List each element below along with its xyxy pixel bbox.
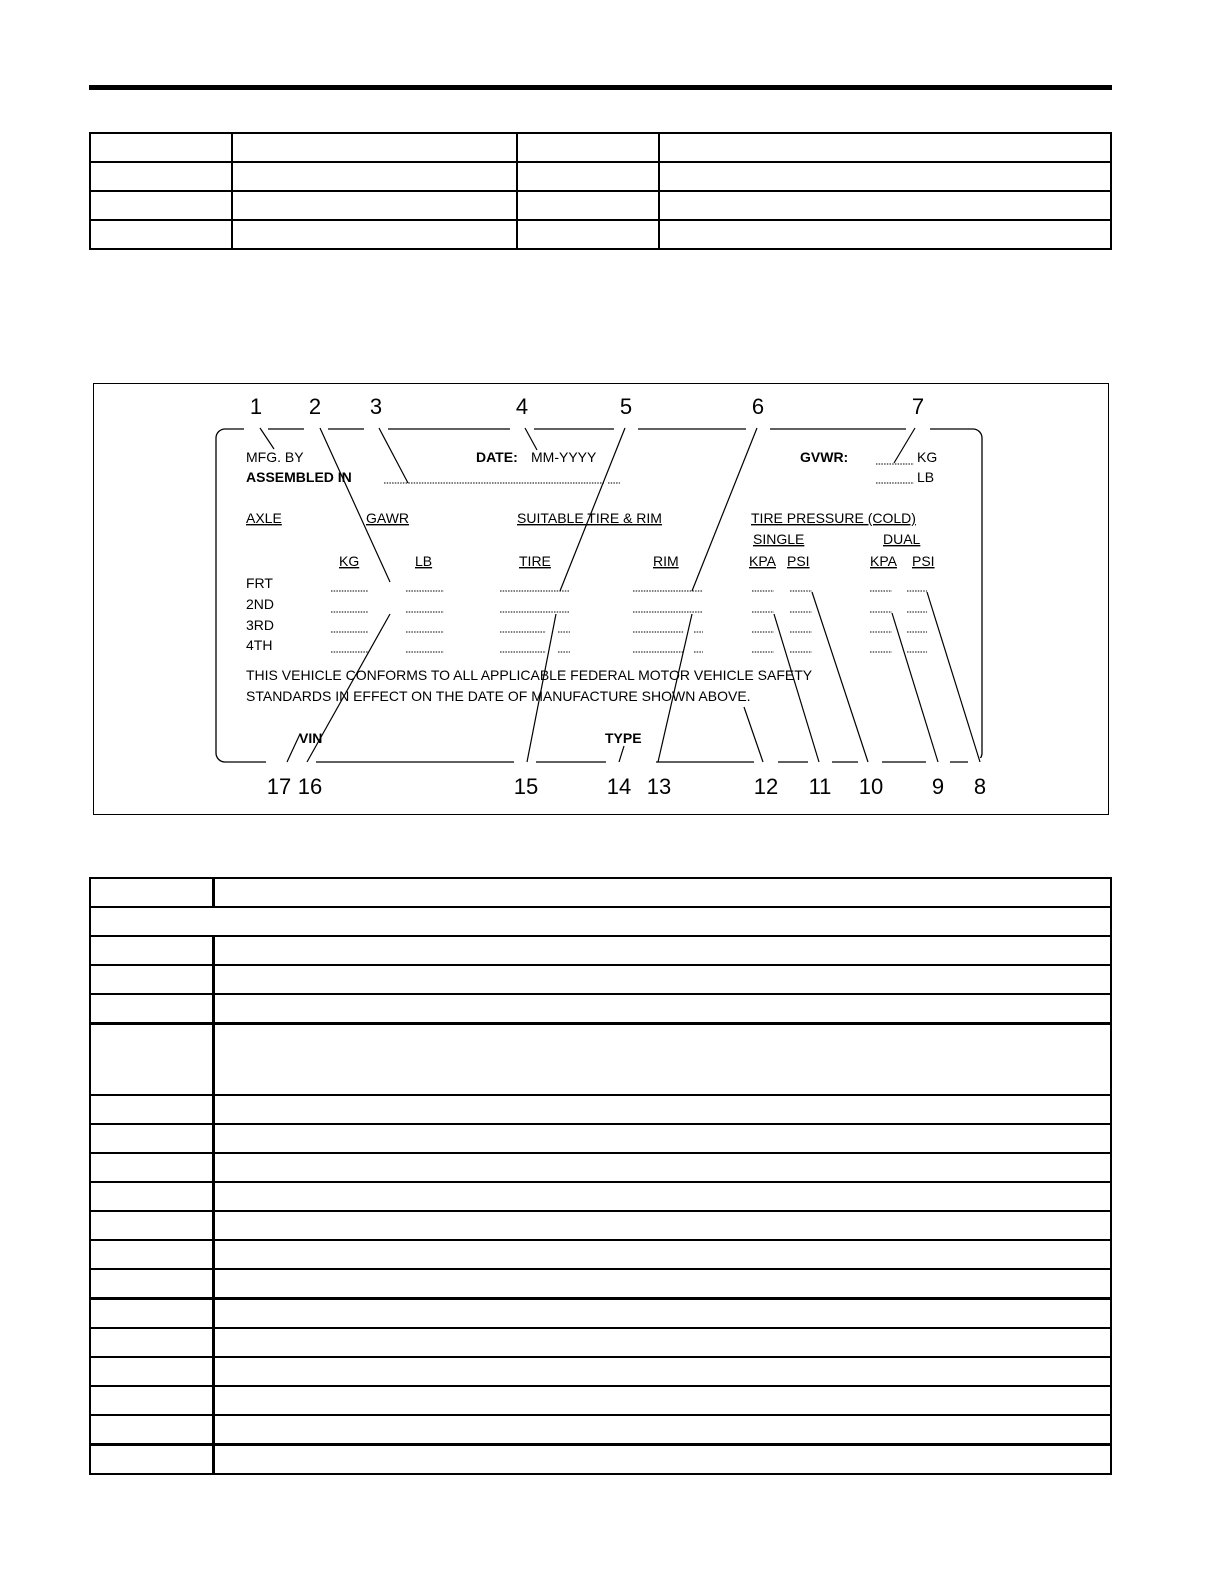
table-row (90, 994, 1111, 1024)
conformance-line-2: STANDARDS IN EFFECT ON THE DATE OF MANUFACTURE SHOWN ABOVE. (246, 688, 751, 704)
date-value: MM-YYYY (531, 449, 597, 465)
callout-9: 9 (931, 774, 945, 799)
row-frt: FRT (246, 575, 273, 591)
callout-16: 16 (297, 774, 323, 799)
conformance-line-1: THIS VEHICLE CONFORMS TO ALL APPLICABLE FEDERAL MOTOR VEHICLE SAFETY (246, 667, 813, 683)
table-row (90, 1269, 1111, 1299)
table-row (90, 191, 1111, 220)
callout-2: 2 (308, 394, 322, 419)
top-table (89, 132, 1112, 250)
callout-1: 1 (249, 394, 263, 419)
table-row (90, 1445, 1111, 1475)
callout-5: 5 (619, 394, 633, 419)
callout-15: 15 (513, 774, 539, 799)
mfg-by-text: MFG. BY (246, 449, 304, 465)
assembled-in-text: ASSEMBLED IN (246, 469, 352, 485)
table-row (90, 162, 1111, 191)
table-row (90, 1024, 1111, 1096)
callout-10: 10 (858, 774, 884, 799)
table-row (90, 1211, 1111, 1240)
row-4th: 4TH (246, 637, 273, 653)
callout-6: 6 (751, 394, 765, 419)
table-row (90, 1240, 1111, 1269)
table-row (90, 133, 1111, 162)
header-rule (89, 85, 1112, 90)
table-row (90, 936, 1111, 965)
gvwr-kg: KG (917, 449, 938, 465)
col-kg: KG (339, 553, 360, 569)
callout-7: 7 (911, 394, 925, 419)
table-row (90, 878, 1111, 907)
gvwr-lb: LB (917, 469, 935, 485)
dual-heading: DUAL (883, 531, 921, 547)
tire-pressure-heading: TIRE PRESSURE (COLD) (751, 510, 916, 526)
col-lb: LB (415, 553, 433, 569)
vin-label: VIN (299, 730, 323, 746)
axle-heading: AXLE (246, 510, 282, 526)
callout-17: 17 (266, 774, 292, 799)
callout-4: 4 (515, 394, 529, 419)
table-row (90, 1386, 1111, 1415)
callout-legend-table (89, 877, 1112, 1475)
callout-14: 14 (606, 774, 632, 799)
type-label: TYPE (605, 730, 642, 746)
row-2nd: 2ND (246, 596, 275, 612)
col-tire: TIRE (519, 553, 551, 569)
table-row (90, 1182, 1111, 1211)
table-row (90, 1328, 1111, 1357)
callout-11: 11 (808, 774, 832, 799)
table-row (90, 965, 1111, 994)
table-row (90, 220, 1111, 249)
table-row (90, 1095, 1111, 1124)
label-diagram (94, 384, 1110, 816)
gvwr-label: GVWR: (800, 449, 849, 465)
callout-3: 3 (369, 394, 383, 419)
table-row (90, 1299, 1111, 1329)
date-label: DATE: (476, 449, 518, 465)
col-kpa-single: KPA (749, 553, 776, 569)
leader-lines (260, 428, 980, 762)
col-rim: RIM (653, 553, 679, 569)
callout-8: 8 (973, 774, 987, 799)
vehicle-certification-label-figure (93, 383, 1109, 815)
table-row (90, 1415, 1111, 1445)
single-heading: SINGLE (753, 531, 805, 547)
row-3rd: 3RD (246, 617, 275, 633)
table-row (90, 907, 1111, 936)
fill-lines (331, 591, 927, 652)
col-psi-dual: PSI (912, 553, 935, 569)
table-row (90, 1153, 1111, 1182)
table-row (90, 1357, 1111, 1386)
gawr-heading: GAWR (366, 510, 410, 526)
callout-13: 13 (646, 774, 672, 799)
suitable-tire-rim-heading: SUITABLE TIRE & RIM (517, 510, 662, 526)
callout-12: 12 (753, 774, 779, 799)
table-row (90, 1124, 1111, 1153)
col-psi-single: PSI (787, 553, 810, 569)
col-kpa-dual: KPA (870, 553, 897, 569)
